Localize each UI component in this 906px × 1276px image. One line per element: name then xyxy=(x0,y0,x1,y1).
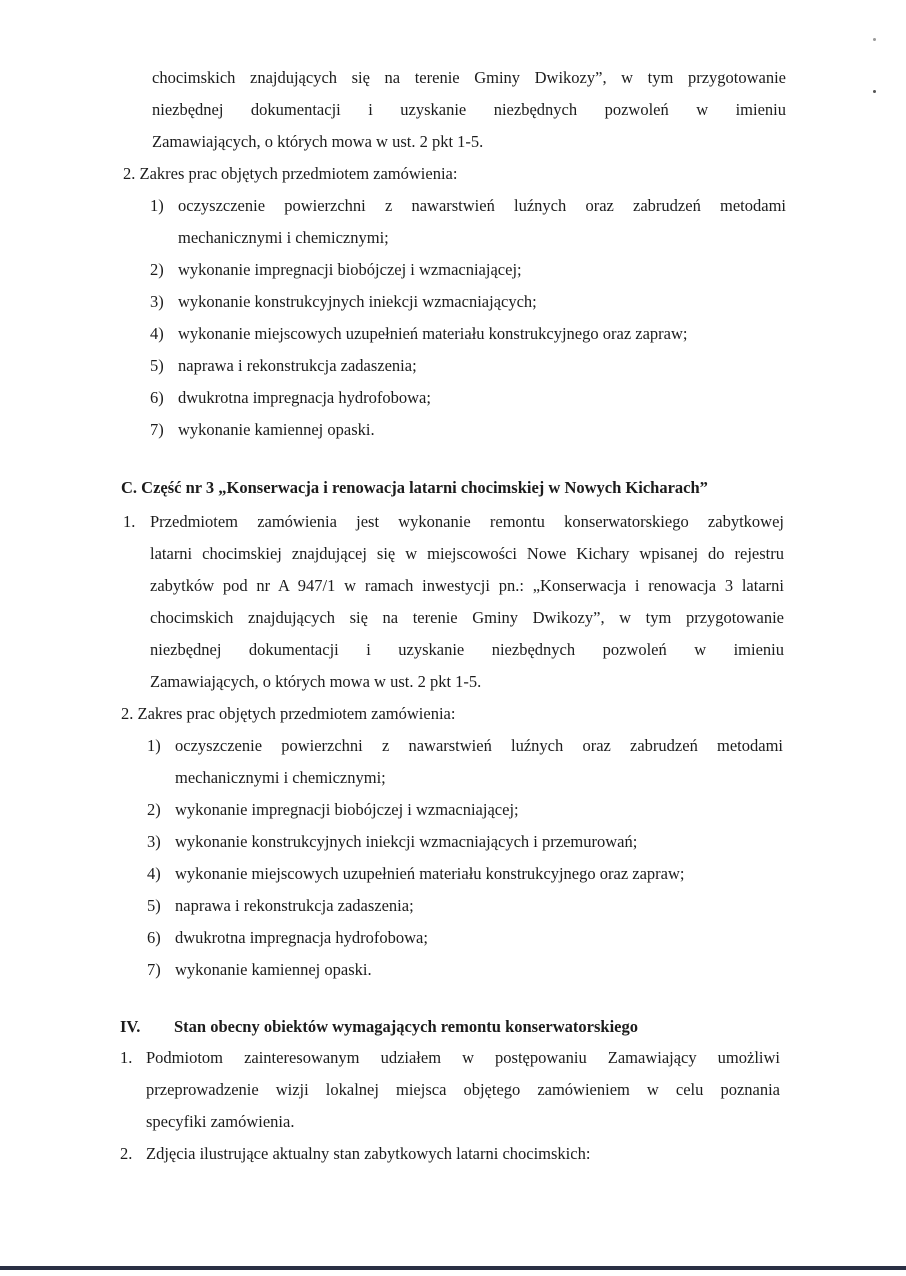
iv-paragraph-line-1: Podmiotom zainteresowanym udziałem w postępowaniu Zamawiający umożliwi xyxy=(146,1048,780,1067)
intro-line-1: chocimskich znajdujących się na terenie Gminy Dwikozy”, w tym przygotowanie xyxy=(152,68,786,87)
scope-item-text: naprawa i rekonstrukcja zadaszenia; xyxy=(175,896,414,915)
section-c-heading: C. Część nr 3 „Konserwacja i renowacja latarni chocimskiej w Nowych Kicharach” xyxy=(121,478,708,497)
scope-item-number: 6) xyxy=(147,928,161,947)
iv-paragraph-line-2: przeprowadzenie wizji lokalnej miejsca objętego zamówieniem w celu poznania xyxy=(146,1080,780,1099)
scope-item-number: 7) xyxy=(150,420,164,439)
section-iv-number: IV. xyxy=(120,1017,141,1036)
c-paragraph-line-4: chocimskich znajdujących się na terenie Gminy Dwikozy”, w tym przygotowanie xyxy=(150,608,784,627)
scope-item-number: 2) xyxy=(150,260,164,279)
scope-item-number: 5) xyxy=(150,356,164,375)
c-paragraph-line-5: niezbędnej dokumentacji i uzyskanie niezbędnych pozwoleń w imieniu xyxy=(150,640,784,659)
scope-item-text-cont: mechanicznymi i chemicznymi; xyxy=(178,228,389,247)
scope-heading: 2. Zakres prac objętych przedmiotem zamówienia: xyxy=(121,704,456,723)
page-bottom-edge xyxy=(0,1266,906,1270)
section-iv-title: Stan obecny obiektów wymagających remontu konserwatorskiego xyxy=(174,1017,638,1036)
paragraph-number: 1. xyxy=(123,512,136,531)
scope-item-text: wykonanie konstrukcyjnych iniekcji wzmacniających; xyxy=(178,292,537,311)
scope-item-text: dwukrotna impregnacja hydrofobowa; xyxy=(178,388,431,407)
c-paragraph-line-1: Przedmiotem zamówienia jest wykonanie remontu konserwatorskiego zabytkowej xyxy=(150,512,784,531)
paragraph-number: 2. xyxy=(120,1144,133,1163)
scope-item-text: wykonanie miejscowych uzupełnień materiału konstrukcyjnego oraz zapraw; xyxy=(178,324,688,343)
scope-item-number: 6) xyxy=(150,388,164,407)
scope-item-text: dwukrotna impregnacja hydrofobowa; xyxy=(175,928,428,947)
scope-item-text: wykonanie impregnacji biobójczej i wzmacniającej; xyxy=(178,260,522,279)
scope-item-number: 3) xyxy=(150,292,164,311)
scope-item-number: 1) xyxy=(150,196,164,215)
scope-heading: 2. Zakres prac objętych przedmiotem zamówienia: xyxy=(123,164,458,183)
scope-item-number: 3) xyxy=(147,832,161,851)
scan-speck xyxy=(873,38,876,41)
scope-item-number: 2) xyxy=(147,800,161,819)
scope-item-number: 4) xyxy=(147,864,161,883)
paragraph-number: 1. xyxy=(120,1048,133,1067)
scan-speck xyxy=(873,90,876,93)
intro-line-2: niezbędnej dokumentacji i uzyskanie niezbędnych pozwoleń w imieniu xyxy=(152,100,786,119)
intro-line-3: Zamawiających, o których mowa w ust. 2 pkt 1-5. xyxy=(152,132,484,151)
scope-item-text: wykonanie kamiennej opaski. xyxy=(178,420,375,439)
c-paragraph-line-3: zabytków pod nr A 947/1 w ramach inwestycji pn.: „Konserwacja i renowacja 3 latarni xyxy=(150,576,784,595)
scope-item-text: oczyszczenie powierzchni z nawarstwień luźnych oraz zabrudzeń metodami xyxy=(175,736,783,755)
c-paragraph-line-2: latarni chocimskiej znajdującej się w miejscowości Nowe Kichary wpisanej do rejestru xyxy=(150,544,784,563)
scope-item-number: 1) xyxy=(147,736,161,755)
scope-item-number: 4) xyxy=(150,324,164,343)
scope-item-text: wykonanie konstrukcyjnych iniekcji wzmacniających i przemurowań; xyxy=(175,832,638,851)
iv-paragraph-2-line-1: Zdjęcia ilustrujące aktualny stan zabytkowych latarni chocimskich: xyxy=(146,1144,591,1163)
iv-paragraph-line-3: specyfiki zamówienia. xyxy=(146,1112,295,1131)
scope-item-text: wykonanie impregnacji biobójczej i wzmacniającej; xyxy=(175,800,519,819)
scope-item-text: wykonanie kamiennej opaski. xyxy=(175,960,372,979)
c-paragraph-line-6: Zamawiających, o których mowa w ust. 2 pkt 1-5. xyxy=(150,672,482,691)
scope-item-text: naprawa i rekonstrukcja zadaszenia; xyxy=(178,356,417,375)
scope-item-text: oczyszczenie powierzchni z nawarstwień luźnych oraz zabrudzeń metodami xyxy=(178,196,786,215)
scope-item-text: wykonanie miejscowych uzupełnień materiału konstrukcyjnego oraz zapraw; xyxy=(175,864,685,883)
scope-item-number: 7) xyxy=(147,960,161,979)
scope-item-number: 5) xyxy=(147,896,161,915)
scope-item-text-cont: mechanicznymi i chemicznymi; xyxy=(175,768,386,787)
